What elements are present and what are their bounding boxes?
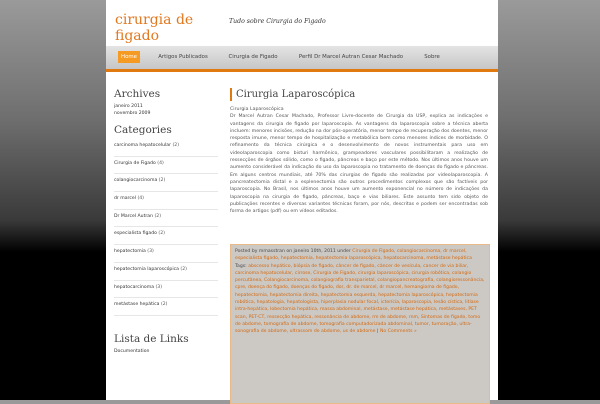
post-body [230,106,488,215]
separator: | [376,329,379,335]
categories-heading: Categories [114,124,172,136]
category-item[interactable] [114,245,218,263]
category-count: (3) [147,249,154,255]
tags-label: Tags: [235,263,247,269]
category-name[interactable]: dr marcel [114,196,136,202]
category-item[interactable] [114,281,218,299]
posted-by: Posted by mmasstran on janeiro 10th, 2011 under [235,249,351,254]
post-subtitle: Cirurgia Laparoscópica [230,107,284,112]
category-item[interactable] [114,157,218,175]
category-name[interactable]: hepatectomia laparoscópica [114,266,179,272]
post-meta [230,244,490,404]
category-item[interactable] [114,210,218,228]
comments-link[interactable]: No Comments » [379,329,417,335]
category-name[interactable]: metástase hepática [114,302,160,308]
category-item[interactable] [114,192,218,210]
category-item[interactable] [114,263,218,281]
archive-link[interactable]: novembro 2009 [114,111,151,116]
links-heading: Lista de Links [114,333,189,345]
category-item[interactable] [114,174,218,192]
category-count: (2) [172,143,179,148]
nav-perfil[interactable]: Perfil Dr Marcel Autran Cesar Machado [298,54,404,60]
category-count: (3) [155,284,163,290]
category-name[interactable]: hepatectomia [114,249,146,255]
category-name[interactable]: colangiocarcinoma [114,178,158,184]
documentation-link[interactable]: Documentation [114,349,150,354]
category-name[interactable]: carcinoma hepatocelular [114,143,172,148]
categories-list [114,139,218,316]
category-item[interactable] [114,227,218,245]
nav-artigos-publicados[interactable]: Artigos Publicados [158,54,208,60]
category-item[interactable] [114,298,218,316]
archives-heading: Archives [114,88,161,100]
category-count: (2) [158,178,166,184]
post-categories[interactable]: Cirurgia de Figado, colangiocarcinoma, dr marcel, especialista figado, hepatectomia, hepatectomia laparoscópica, hepatocarcinoma, metástase hepática [235,249,472,262]
nav-cirurgia-de-figado[interactable]: Cirurgia de Figado [228,54,278,60]
category-count: (4) [137,196,144,202]
site-tagline: Tudo sobre Cirurgia do Figado [229,18,326,25]
category-count: (2) [158,231,165,237]
category-name[interactable]: hepatocarcinoma [114,284,155,290]
category-item[interactable] [114,139,218,157]
page [106,0,498,400]
category-count: (2) [154,213,161,219]
archive-link[interactable]: janeiro 2011 [114,104,143,109]
category-count: (2) [160,302,168,308]
links-section [114,333,218,355]
post-title[interactable]: Cirurgia Laparoscópica [230,88,488,101]
main-nav [106,46,498,72]
site-header [106,0,498,46]
nav-home[interactable]: Home [118,51,140,63]
category-name[interactable]: especialista figado [114,231,157,237]
post-text: Dr Marcel Autran Cesar Machado, Professor Livre-docente de Cirurgia da USP, explica as indicações e vantagens da cirurgia de figado por laparoscopia. As vantagens da laparoscopia sobre a técnica aberta incluem: menores incisões, redução na dor pós-operatória, menor tempo de recuperação dos doentes, menor resposta imune, menor tempo de hospitalização e metabólica bem como menores índices de morbidade. O refinamento da técnica cirúrgica e o desenvolvimento de novos instrumentais para uso em videolaparoscopia como bisturi harmônico, grampeadores vasculares possibilitaram a realização de ressecções de órgãos sólido, como o figado, pâncreas e baço por este método. Nos últimos anos houve um aumento considerável da indicação do uso da laparoscopia no tratamento de doenças do figado e pâncreas. Em alguns centros mundiais, até 70% das cirurgias de figado são realizadas por videolaparoscopia. A pancreatectomia distal e a esplenectomia são outros procedimentos complexos que são factíveis por laparoscopia. No Brasil, nos últimos anos houve um aumento exponencial no número de indicações da laparoscopia na cirurgia de figado, pâncreas, baço e vias biliares. Este assunto tem sido objeto de publicações recentes e diversas variantes técnicas foram, por nós, descritas e podem ser encontradas sob forma de artigos (pdf) ou em vídeos editados. [230,114,489,215]
sidebar [114,88,218,316]
site-title[interactable]: cirurgia de figado [115,12,194,44]
category-name[interactable]: Dr Marcel Autran [114,213,154,219]
post-tags[interactable]: abscesso hepático, biópsia de figado, câncer de figado, câncer de vesícula, cancer de via biliar, carcinoma hepatocelular, cirrose, Cirurgia de Figado, cirurgia laparoscópica, cirurgia robótica, colangio percutânea, Colangiocarcinoma, colangiografia transparietal, colangiopancreatografia, colangioressonância, cpre, doença do figado, doenças do figado, dor, dr. de marcel, dr marcel, hemangioma de figado, hepatectomia, hepatectomia direita, hepatectomia esquerda, hepatectomia laparoscópica, hepatectomia robótica, hepatologia, hepatologista, hiperplasia nodular focal, icterícia, laparoscopia, lesão cística, litíase intra-hepática, lobectomia hepática, massa abdominal, metástase, metástase hepática, metástases, PET scan, PET-CT, ressecção hepática, ressonância de abdome, rm de abdome, rnm, Sintomas de figado, tomo de abdome, tomografia de abdome, tomografia computadorizada abdominal, tumor, tumoração, ultra-sonografia de abdome, ultrassom de abdome, us de abdome [235,263,485,335]
main-content [230,88,488,215]
category-name[interactable]: Cirurgia de Figado [114,160,156,166]
nav-sobre[interactable]: Sobre [424,54,440,60]
category-count: (2) [180,266,187,272]
category-count: (4) [157,160,164,166]
